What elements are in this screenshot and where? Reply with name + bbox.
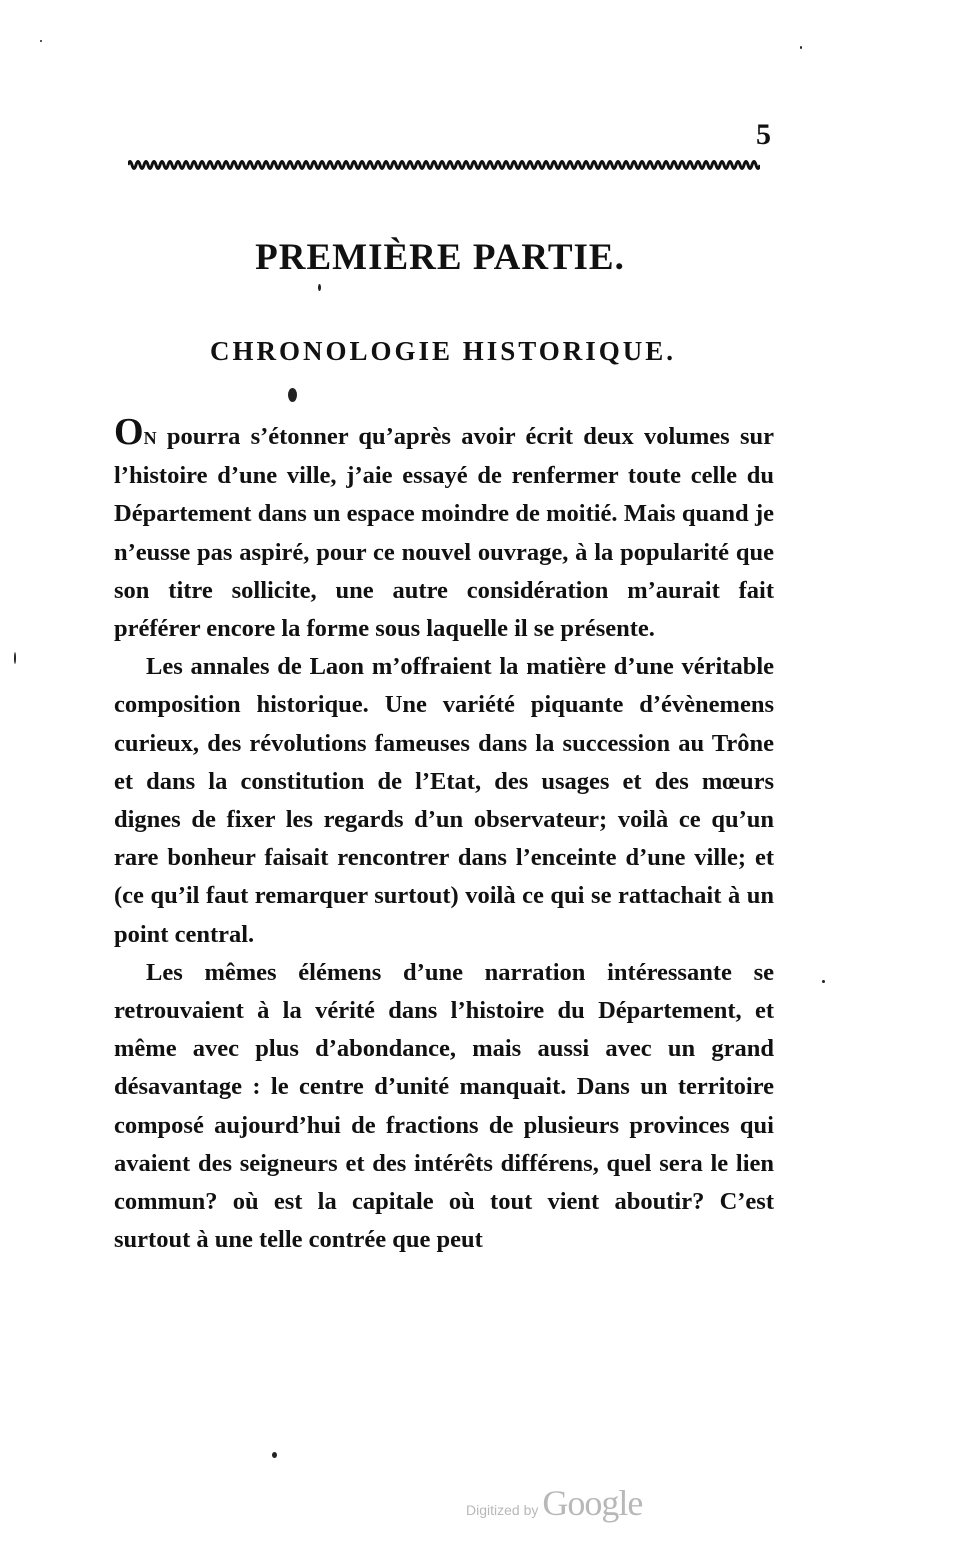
scan-speck <box>40 40 42 42</box>
small-capital: N <box>143 428 157 448</box>
scan-speck <box>288 388 297 402</box>
scan-speck <box>822 980 825 983</box>
ornamental-wavy-rule <box>128 156 760 174</box>
scan-speck <box>800 46 802 49</box>
paragraph-1 <box>114 411 774 648</box>
scan-speck <box>318 284 321 291</box>
drop-cap: O <box>114 411 144 453</box>
paragraph-1-text: pourra s’étonner qu’après avoir écrit deux volumes sur l’histoire d’une ville, j’aie essayé de renfermer toute celle du Département dans un espace moindre de moitié. Mais quand je n’eusse pas aspiré, pour ce nouvel ouvrage, à la popularité que son titre sollicite, une autre considération m’aurait fait préférer encore la forme sous laquelle il se présente. <box>114 423 774 643</box>
body-text <box>114 411 774 1259</box>
digitized-by-google-watermark <box>466 1482 642 1524</box>
google-logo: Google <box>542 1483 643 1523</box>
watermark-prefix: Digitized by <box>466 1502 539 1518</box>
paragraph-3: Les mêmes élémens d’une narration intéressante se retrouvaient à la vérité dans l’histoire du Département, et même avec plus d’abondance, mais aussi avec un grand désavantage : le centre d’unité manquait. Dans un territoire composé aujourd’hui de fractions de plusieurs provinces qui avaient des seigneurs et des intérêts différens, quel sera le lien commun? où est la capitale où tout vient aboutir? C’est surtout à une telle contrée que peut <box>114 958 774 1254</box>
page-number: 5 <box>756 118 771 151</box>
scan-speck <box>272 1452 277 1458</box>
scan-speck <box>14 652 16 664</box>
paragraph-2: Les annales de Laon m’offraient la matière d’une véritable composition historique. Une variété piquante d’évènemens curieux, des révolutions fameuses dans la succession au Trône et dans la constitution de l’Etat, des usages et des mœurs dignes de fixer les regards d’un observateur; voilà ce qu’un rare bonheur faisait rencontrer dans l’enceinte d’une ville; et (ce qu’il faut remarquer surtout) voilà ce qui se rattachait à un point central. <box>114 653 774 948</box>
chapter-title: CHRONOLOGIE HISTORIQUE. <box>209 336 677 366</box>
part-title: PREMIÈRE PARTIE. <box>255 237 625 278</box>
